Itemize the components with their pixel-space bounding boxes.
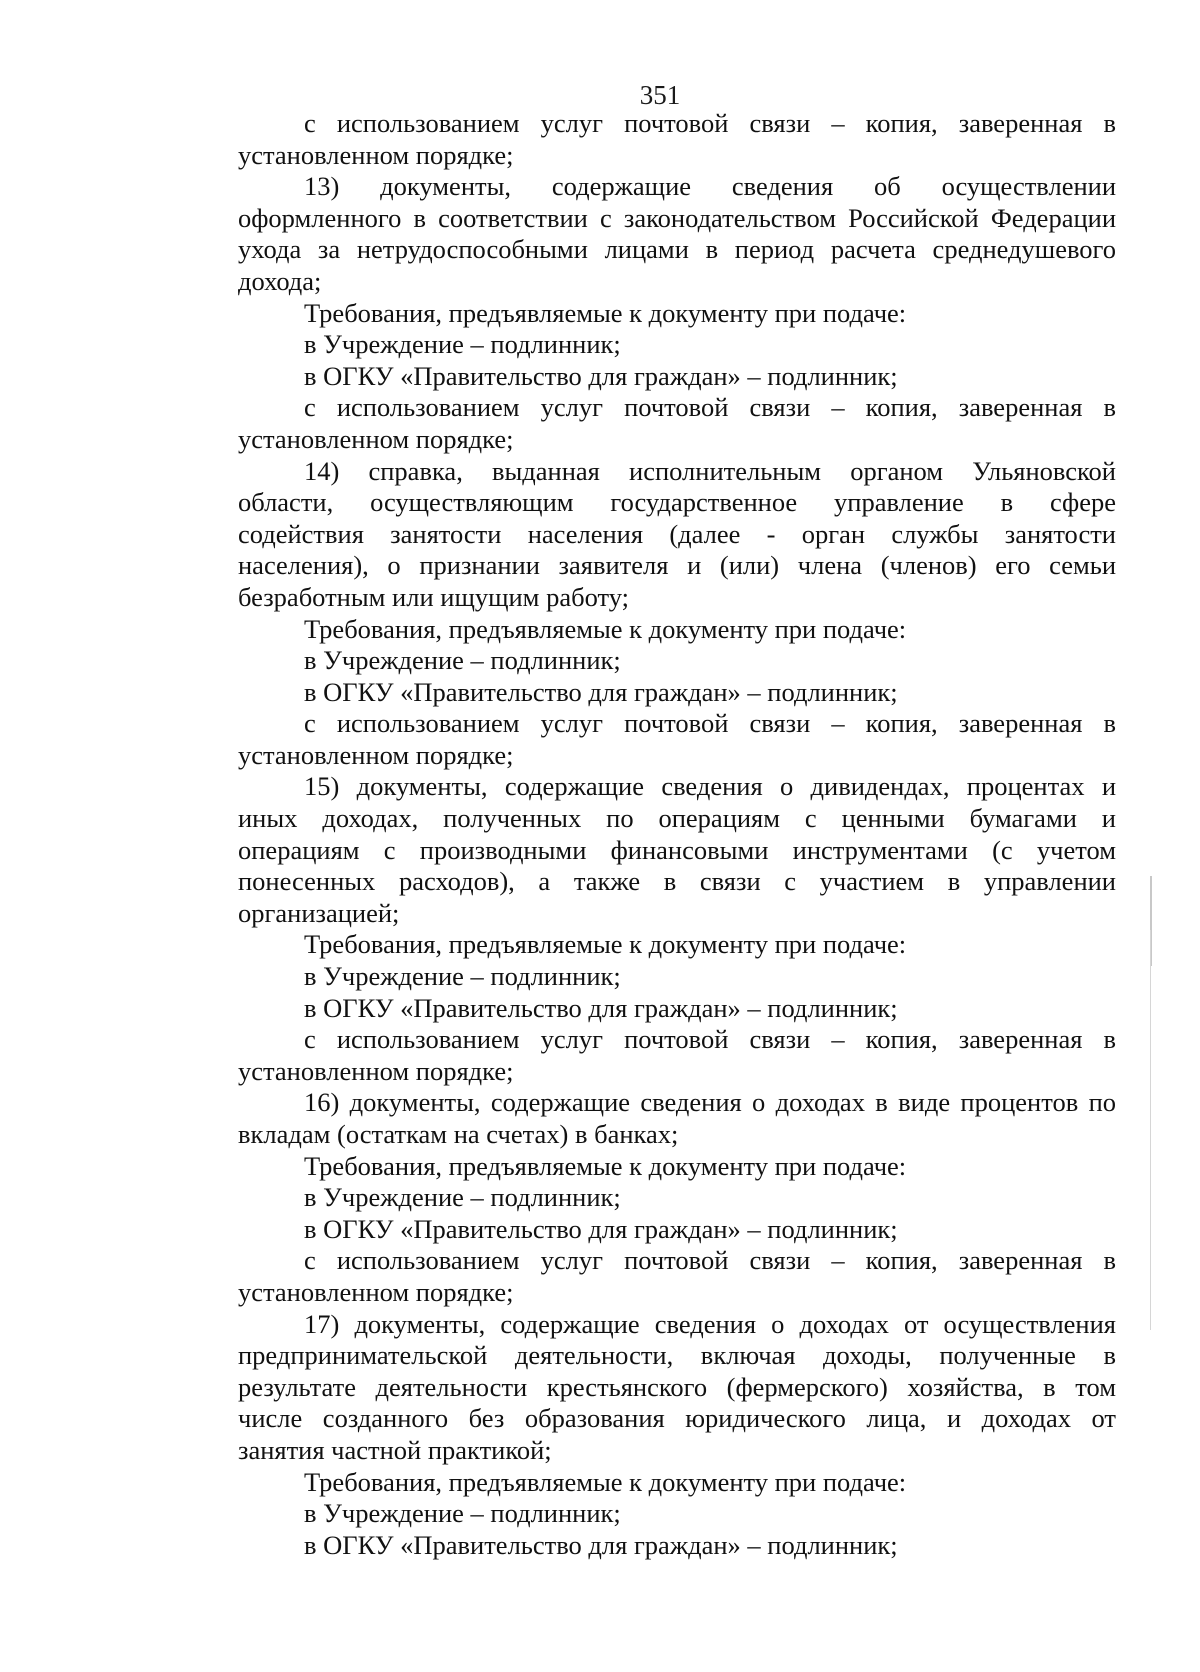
text-line: с использованием услуг почтовой связи – копия, заверенная в bbox=[304, 108, 1116, 138]
text-line: в Учреждение – подлинник; bbox=[304, 645, 621, 676]
text-line: в ОГКУ «Правительство для граждан» – подлинник; bbox=[304, 360, 898, 391]
text-line: в Учреждение – подлинник; bbox=[304, 1498, 621, 1529]
text-line: Требования, предъявляемые к документу при подаче: bbox=[304, 297, 907, 328]
page-number: 351 bbox=[639, 80, 681, 110]
text-line: установленном порядке; bbox=[238, 739, 514, 770]
text-line: Требования, предъявляемые к документу при подаче: bbox=[304, 1466, 907, 1497]
text-line: иных доходах, полученных по операциям с ценными бумагами и bbox=[238, 803, 1116, 834]
text-line: занятия частной практикой; bbox=[238, 1434, 552, 1465]
text-line: 15) документы, содержащие сведения о дивидендах, процентах и bbox=[304, 771, 1116, 802]
text-line: Требования, предъявляемые к документу при подаче: bbox=[304, 1150, 907, 1181]
text-line: установленном порядке; bbox=[238, 1055, 514, 1086]
text-line: 16) документы, содержащие сведения о доходах в виде процентов по bbox=[304, 1087, 1116, 1118]
text-line: Требования, предъявляемые к документу при подаче: bbox=[304, 929, 907, 960]
text-line: населения), о признании заявителя и (или) члена (членов) его семьи bbox=[238, 550, 1116, 581]
text-line: в ОГКУ «Правительство для граждан» – подлинник; bbox=[304, 1529, 898, 1560]
text-line: числе созданного без образования юридического лица, и доходах от bbox=[238, 1403, 1116, 1434]
text-line: ухода за нетрудоспособными лицами в период расчета среднедушевого bbox=[238, 234, 1116, 265]
text-line: в Учреждение – подлинник; bbox=[304, 1182, 621, 1213]
text-line: оформленного в соответствии с законодательством Российской Федерации bbox=[238, 202, 1116, 233]
text-line: содействия занятости населения (далее - орган службы занятости bbox=[238, 518, 1116, 549]
text-line: с использованием услуг почтовой связи – копия, заверенная в bbox=[304, 708, 1116, 739]
text-line: с использованием услуг почтовой связи – копия, заверенная в bbox=[304, 1024, 1116, 1055]
text-line: 17) документы, содержащие сведения о доходах от осуществления bbox=[304, 1308, 1116, 1339]
text-line: в Учреждение – подлинник; bbox=[304, 961, 621, 992]
text-line: области, осуществляющим государственное управление в сфере bbox=[238, 487, 1116, 518]
text-line: вкладам (остаткам на счетах) в банках; bbox=[238, 1119, 679, 1149]
text-line: предпринимательской деятельности, включая доходы, полученные в bbox=[238, 1340, 1116, 1371]
text-line: в ОГКУ «Правительство для граждан» – подлинник; bbox=[304, 676, 898, 707]
text-line: с использованием услуг почтовой связи – копия, заверенная в bbox=[304, 1245, 1116, 1276]
text-line: установленном порядке; bbox=[238, 139, 514, 170]
document-body bbox=[238, 108, 1116, 1561]
text-line: в ОГКУ «Правительство для граждан» – подлинник; bbox=[304, 992, 898, 1023]
text-line: установленном порядке; bbox=[238, 423, 514, 454]
text-line: безработным или ищущим работу; bbox=[238, 581, 629, 612]
scan-artifact-line bbox=[1150, 930, 1151, 1330]
text-line: понесенных расходов), а также в связи с участием в управлении bbox=[238, 866, 1116, 897]
text-line: организацией; bbox=[238, 897, 400, 928]
text-line: операциям с производными финансовыми инструментами (с учетом bbox=[238, 834, 1116, 865]
text-line: Требования, предъявляемые к документу при подаче: bbox=[304, 613, 907, 644]
text-line: установленном порядке; bbox=[238, 1276, 514, 1307]
text-line: результате деятельности крестьянского (фермерского) хозяйства, в том bbox=[238, 1371, 1116, 1402]
text-line: в Учреждение – подлинник; bbox=[304, 329, 621, 360]
text-line: дохода; bbox=[238, 265, 322, 296]
text-line: 14) справка, выданная исполнительным органом Ульяновской bbox=[304, 455, 1116, 486]
text-line: в ОГКУ «Правительство для граждан» – подлинник; bbox=[304, 1213, 898, 1244]
text-line: 13) документы, содержащие сведения об осуществлении bbox=[304, 171, 1116, 202]
text-line: с использованием услуг почтовой связи – копия, заверенная в bbox=[304, 392, 1116, 423]
